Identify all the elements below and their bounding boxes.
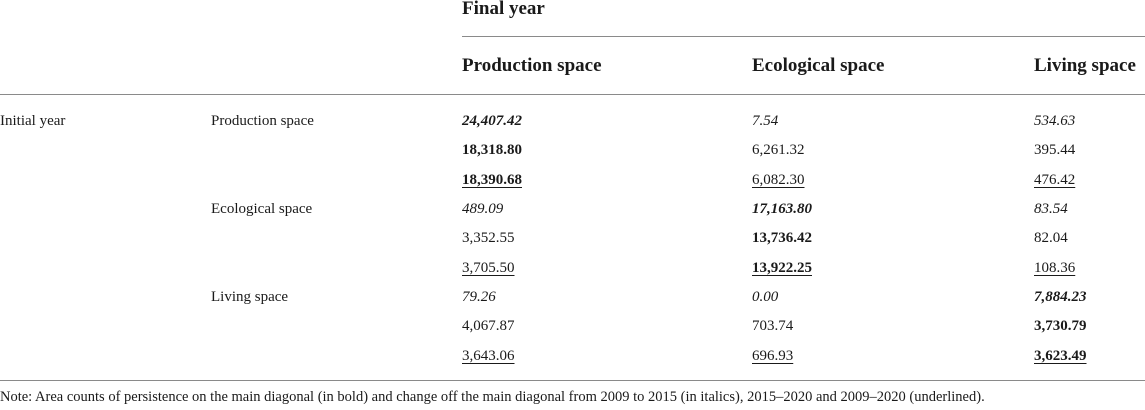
table-cell: 489.09 xyxy=(462,201,504,217)
table-cell: 13,736.42 xyxy=(752,230,812,246)
table-cell: 24,407.42 xyxy=(462,113,522,129)
table-cell: 18,318.80 xyxy=(462,142,522,158)
final-year-header: Final year xyxy=(462,0,545,19)
table-cell: 108.36 xyxy=(1034,260,1076,276)
table-cell: 7,884.23 xyxy=(1034,289,1087,305)
table-cell: 83.54 xyxy=(1034,201,1068,217)
table-cell: 3,705.50 xyxy=(462,260,515,276)
table-cell: 3,643.06 xyxy=(462,348,515,364)
table-cell: 6,082.30 xyxy=(752,172,805,188)
initial-year-label: Initial year xyxy=(0,113,66,129)
table-cell: 395.44 xyxy=(1034,142,1076,158)
table-cell: 4,067.87 xyxy=(462,318,515,334)
column-header-production: Production space xyxy=(462,55,602,76)
table-cell: 696.93 xyxy=(752,348,794,364)
table-cell: 82.04 xyxy=(1034,230,1068,246)
table-bottom-rule xyxy=(0,380,1145,381)
table-cell: 476.42 xyxy=(1034,172,1076,188)
table-cell: 0.00 xyxy=(752,289,779,305)
column-header-ecological: Ecological space xyxy=(752,55,885,76)
header-group-rule xyxy=(462,36,1145,37)
table-cell: 534.63 xyxy=(1034,113,1076,129)
table-cell: 3,352.55 xyxy=(462,230,515,246)
row-label-ecological: Ecological space xyxy=(211,201,313,217)
table-cell: 7.54 xyxy=(752,113,779,129)
row-label-living: Living space xyxy=(211,289,289,305)
row-label-production: Production space xyxy=(211,113,314,129)
table-cell: 13,922.25 xyxy=(752,260,812,276)
table-cell: 18,390.68 xyxy=(462,172,522,188)
table-cell: 703.74 xyxy=(752,318,794,334)
header-bottom-rule xyxy=(0,94,1145,95)
table-note: Note: Area counts of persistence on the main diagonal (in bold) and change off the main diagonal from 2009 to 2015 (in italics), 2015–2020 and 2009–2020 (underlined). xyxy=(0,389,985,405)
table-cell: 17,163.80 xyxy=(752,201,812,217)
table-cell: 3,623.49 xyxy=(1034,348,1087,364)
column-header-living: Living space xyxy=(1034,55,1136,76)
table-cell: 6,261.32 xyxy=(752,142,805,158)
table-cell: 79.26 xyxy=(462,289,496,305)
table-cell: 3,730.79 xyxy=(1034,318,1087,334)
